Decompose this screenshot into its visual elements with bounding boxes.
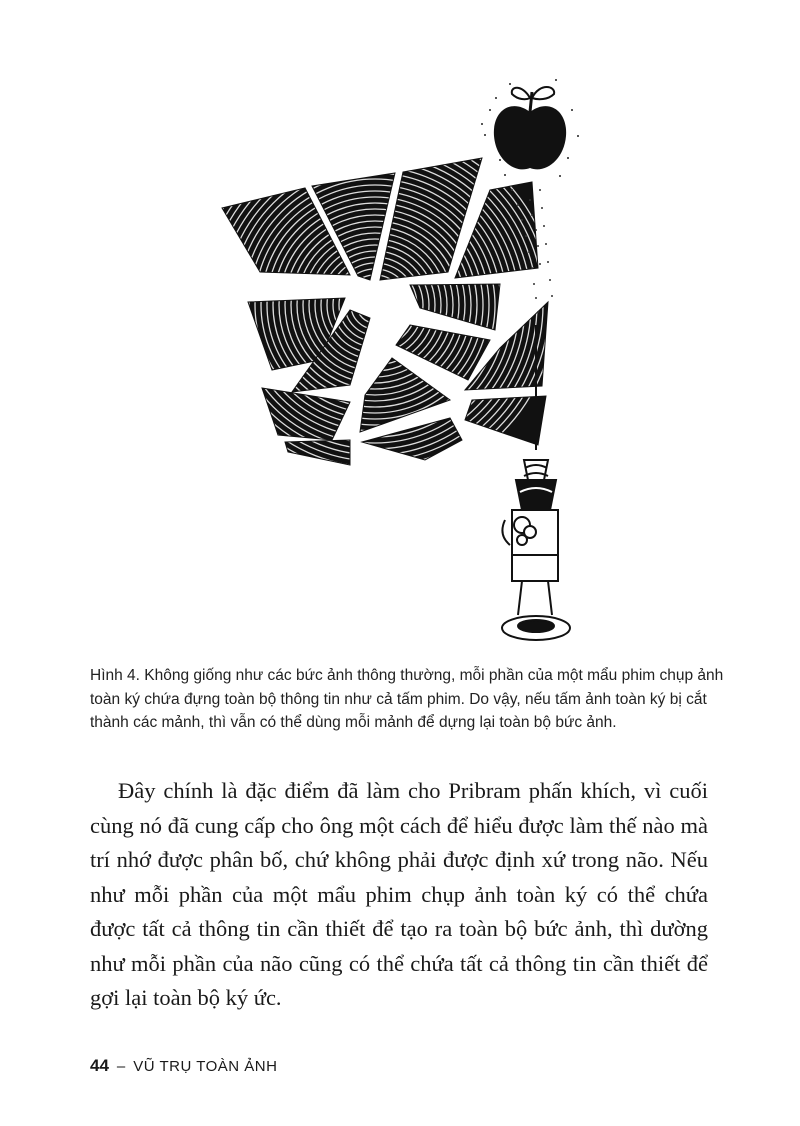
apple-icon [480,78,580,178]
page-footer [90,1056,277,1076]
page-number: 44 [90,1056,109,1075]
shattered-hologram-film-apple-laser-icon [200,40,600,660]
body-paragraph: Đây chính là đặc điểm đã làm cho Pribram phấn khích, vì cuối cùng nó đã cung cấp cho ông một cách để hiểu được làm thế nào mà trí nhớ được phân bố, chứ không phải được định xứ trong não. Nếu như mỗi phần của một mẩu phim chụp ảnh toàn ký có thể chứa được tất cả thông tin cần thiết để tạo ra toàn bộ bức ảnh, thì dường như mỗi phần của não cũng có thể chứa tất cả thông tin cần thiết để gợi lại toàn bộ ký ức. [90,778,708,1010]
hologram-illustration [200,40,600,660]
laser-device-icon [502,460,570,640]
footer-separator: – [116,1058,126,1075]
figure-caption: Hình 4. Không giống như các bức ảnh thông thường, mỗi phần của một mẩu phim chụp ảnh toàn ký chứa đựng toàn bộ thông tin như cả tấm phim. Do vậy, nếu tấm ảnh toàn ký bị cắt thành các mảnh, thì vẫn có thể dùng mỗi mảnh để dựng lại toàn bộ bức ảnh. [90,667,724,731]
running-title: VŨ TRỤ TOÀN ẢNH [133,1058,278,1075]
